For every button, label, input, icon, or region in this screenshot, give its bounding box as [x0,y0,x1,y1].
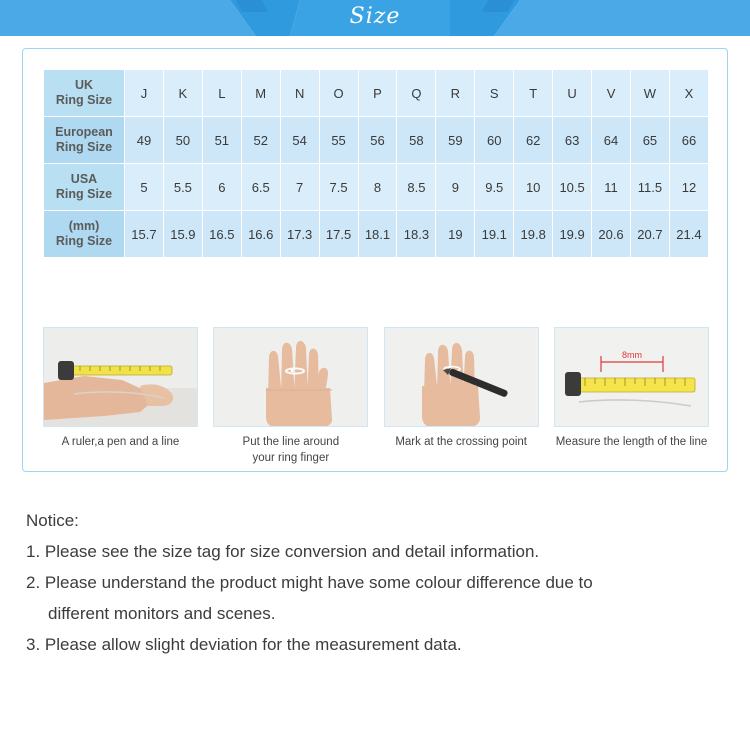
cell: 19.9 [553,211,592,258]
cell: 10 [514,164,553,211]
pen-mark-illustration [385,328,539,427]
row-header-line2: Ring Size [55,140,113,154]
cell: 54 [280,117,319,164]
cell: P [358,70,397,117]
cell: N [280,70,319,117]
cell: 62 [514,117,553,164]
cell: R [436,70,475,117]
step-2-caption-line2: your ring finger [252,452,330,464]
cell: T [514,70,553,117]
cell: 9 [436,164,475,211]
cell: 56 [358,117,397,164]
cell: 19.1 [475,211,514,258]
cell: 52 [241,117,280,164]
cell: 51 [202,117,241,164]
table-row [44,164,709,211]
cell: 21.4 [669,211,708,258]
cell: 16.6 [241,211,280,258]
row-header-usa [44,164,125,211]
cell: 17.3 [280,211,319,258]
step-1-caption: A ruler,a pen and a line [61,436,180,448]
cell: 66 [669,117,708,164]
cell: 15.7 [125,211,164,258]
cell: 18.1 [358,211,397,258]
cell: 5.5 [163,164,202,211]
cell: 59 [436,117,475,164]
cell: L [202,70,241,117]
hand-line-illustration [214,328,368,427]
cell: K [163,70,202,117]
cell: 63 [553,117,592,164]
row-header-mm [44,211,125,258]
cell: 7 [280,164,319,211]
cell: 12 [669,164,708,211]
cell: 20.6 [592,211,631,258]
step-1 [43,327,198,466]
cell: 50 [163,117,202,164]
cell: 11 [592,164,631,211]
row-header-line1: (mm) [68,219,100,233]
cell: 49 [125,117,164,164]
row-header-line1: USA [70,172,98,186]
hand-with-ruler-image [43,327,198,427]
row-header-european [44,117,125,164]
cell: 10.5 [553,164,592,211]
step-2-caption [213,434,368,466]
row-header-line1: UK [74,78,94,92]
notice-item-2-cont: different monitors and scenes. [48,604,276,623]
cell: O [319,70,358,117]
hand-with-line-around-finger-image [213,327,368,427]
ruler-measure-illustration [555,328,709,427]
step-4-caption: Measure the length of the line [555,436,708,448]
row-header-line2: Ring Size [55,187,113,201]
cell: 17.5 [319,211,358,258]
cell: Q [397,70,436,117]
row-header-line2: Ring Size [55,234,113,248]
table-row [44,117,709,164]
cell: X [669,70,708,117]
cell: U [553,70,592,117]
row-header-uk [44,70,125,117]
page-title: Size [349,4,401,29]
cell: 65 [630,117,669,164]
ruler-measuring-line-image [554,327,709,427]
notice-item-2: 2. Please understand the product might have some colour difference due to [26,573,593,592]
cell: 58 [397,117,436,164]
cell: 60 [475,117,514,164]
cell: 55 [319,117,358,164]
row-header-line1: European [55,125,113,139]
cell: 6.5 [241,164,280,211]
ring-size-table [43,69,709,258]
step-3-caption: Mark at the crossing point [395,436,527,448]
cell: 18.3 [397,211,436,258]
cell: 6 [202,164,241,211]
notice-item-3: 3. Please allow slight deviation for the measurement data. [26,635,462,654]
page-banner [0,0,750,36]
cell: 64 [592,117,631,164]
cell: W [630,70,669,117]
table-row [44,211,709,258]
cell: 8.5 [397,164,436,211]
cell: 9.5 [475,164,514,211]
cell: 20.7 [630,211,669,258]
step-4 [554,327,709,466]
cell: V [592,70,631,117]
notice-item-1: 1. Please see the size tag for size conversion and detail information. [26,542,540,561]
size-chart-card [22,48,728,472]
cell: 16.5 [202,211,241,258]
row-header-line2: Ring Size [55,93,113,107]
hand-marking-pen-image [384,327,539,427]
table-row [44,70,709,117]
notice-block [26,505,726,660]
notice-title: Notice: [26,511,79,530]
cell: S [475,70,514,117]
cell: J [125,70,164,117]
step-2-caption-line1: Put the line around [242,436,340,448]
cell: 11.5 [630,164,669,211]
cell: M [241,70,280,117]
cell: 8 [358,164,397,211]
step-2 [213,327,368,466]
cell: 19.8 [514,211,553,258]
cell: 5 [125,164,164,211]
hand-ruler-illustration [44,328,198,427]
cell: 15.9 [163,211,202,258]
step-3 [384,327,539,466]
cell: 19 [436,211,475,258]
cell: 7.5 [319,164,358,211]
step-4-measure-label: 8mm [621,350,642,360]
measure-steps [43,327,709,466]
